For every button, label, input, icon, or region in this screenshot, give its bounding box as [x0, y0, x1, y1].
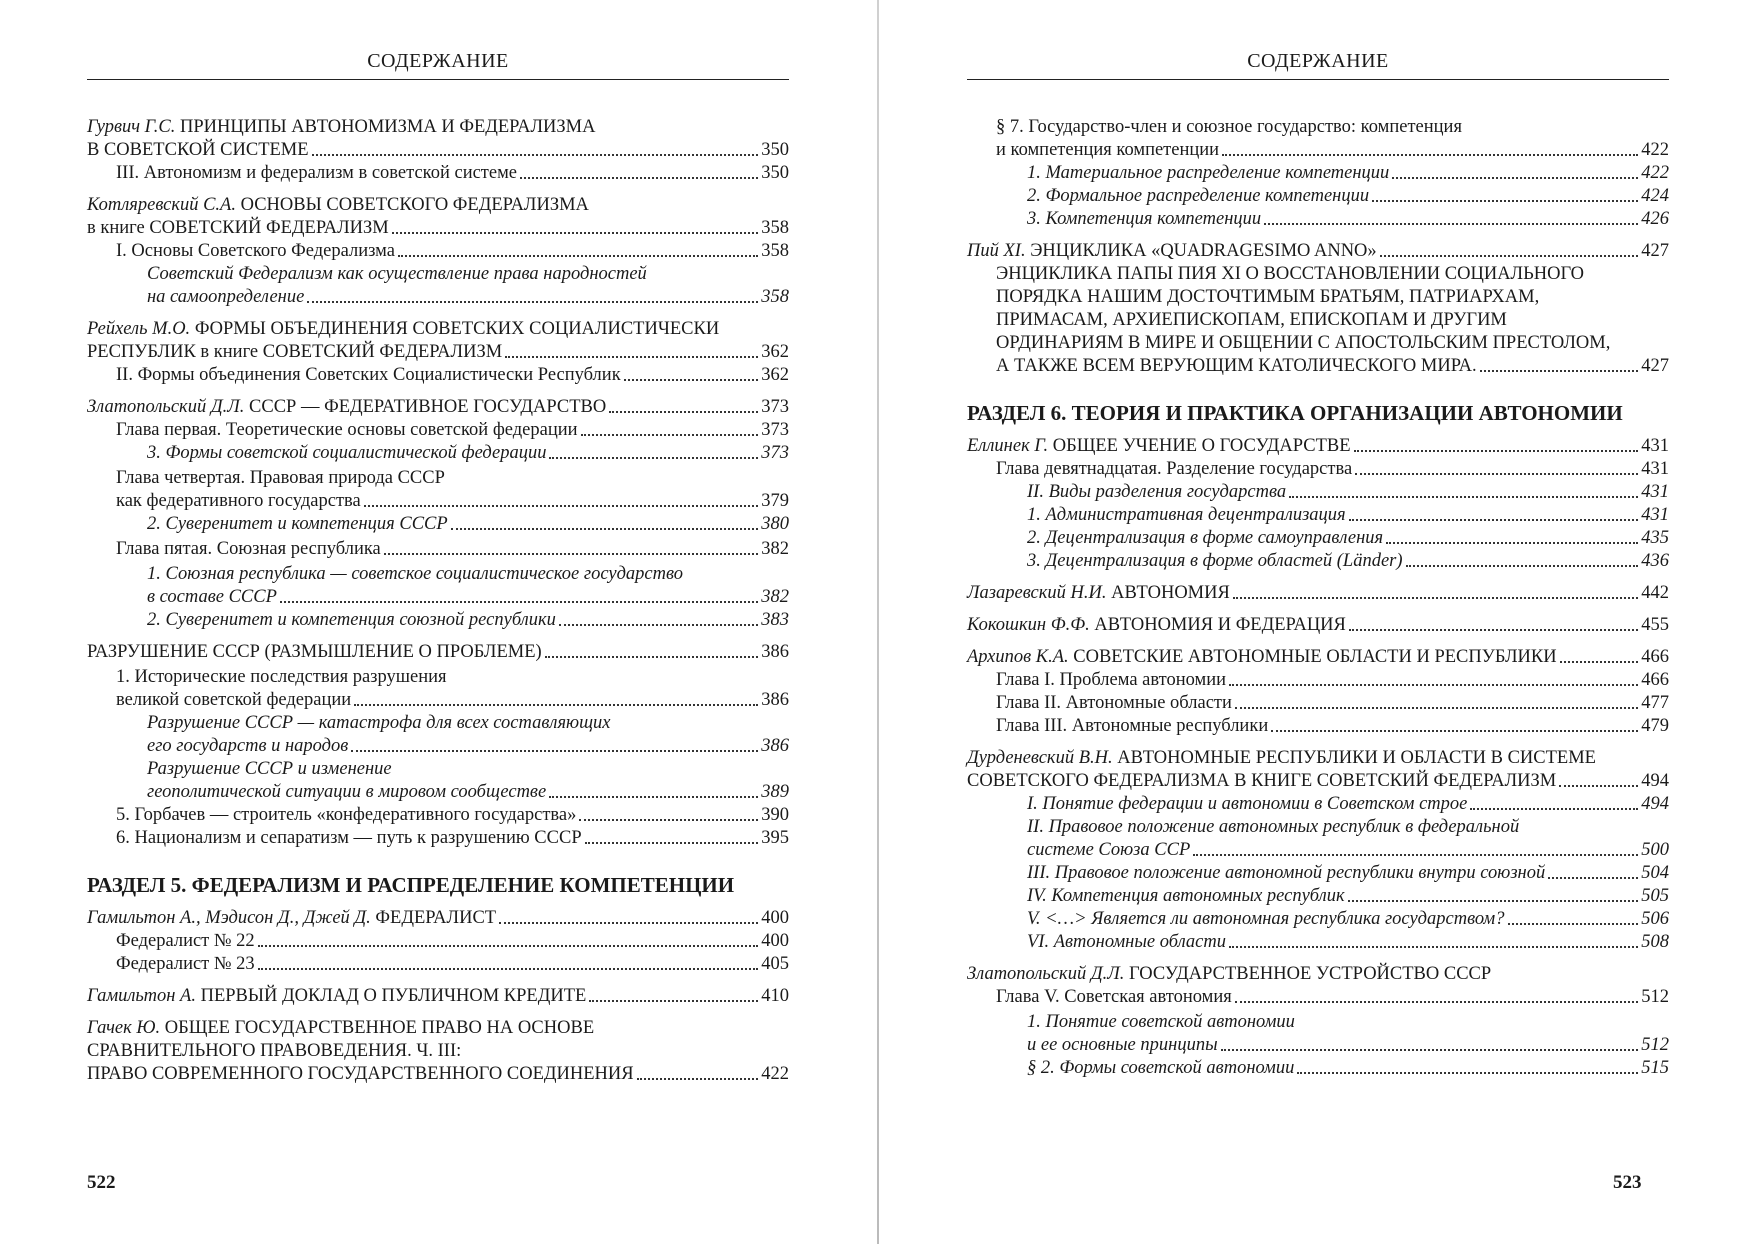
toc-subsubentry: II. Правовое положение автономных республик в федеральной — [1027, 817, 1520, 837]
toc-entry — [967, 747, 1669, 954]
toc-entry — [967, 435, 1669, 573]
page-number: 500 — [1641, 840, 1669, 860]
toc-subentry-cont: великой советской федерации — [116, 690, 352, 710]
toc-subsubentry: § 2. Формы советской автономии — [1027, 1058, 1295, 1078]
page-number: 466 — [1641, 670, 1669, 690]
page-number: 400 — [761, 931, 789, 951]
page-number: 512 — [1641, 1035, 1669, 1055]
toc-author: Пий XI. — [967, 241, 1026, 261]
page-number: 479 — [1641, 716, 1669, 736]
page-number: 427 — [1641, 241, 1669, 261]
toc-subentry: 6. Национализм и сепаратизм — путь к разрушению СССР — [116, 828, 582, 848]
toc-subsubentry: 3. Компетенция компетенции — [1027, 209, 1262, 229]
toc-entry — [967, 646, 1669, 738]
page-number: 455 — [1641, 615, 1669, 635]
toc-entry — [967, 963, 1669, 1080]
toc-subsubentry: 3. Децентрализация в форме областей (Länder) — [1027, 551, 1403, 571]
toc-subsubentry: Разрушение СССР и изменение — [147, 759, 392, 779]
page-number: 395 — [761, 828, 789, 848]
page-number: 405 — [761, 954, 789, 974]
toc-title: ОБЩЕЕ ГОСУДАРСТВЕННОЕ ПРАВО НА ОСНОВЕ — [160, 1018, 595, 1038]
toc-subentry: Глава четвертая. Правовая природа СССР — [116, 468, 445, 488]
page-number: 494 — [1641, 794, 1669, 814]
toc-subentry: Глава III. Автономные республики — [996, 716, 1269, 736]
page-number: 494 — [1641, 771, 1669, 791]
toc-title-cont: в книге СОВЕТСКИЙ ФЕДЕРАЛИЗМ — [87, 218, 389, 238]
toc-title: СОВЕТСКИЕ АВТОНОМНЫЕ ОБЛАСТИ И РЕСПУБЛИКИ — [1068, 647, 1557, 667]
toc-author: Дурденевский В.Н. — [967, 748, 1113, 768]
toc-author: Котляревский С.А. — [87, 195, 236, 215]
toc-subentry: Глава первая. Теоретические основы советской федерации — [116, 420, 578, 440]
page-number: 373 — [761, 397, 789, 417]
toc-subentry: III. Автономизм и федерализм в советской системе — [116, 163, 518, 183]
toc-subentry-cont: ПОРЯДКА НАШИМ ДОСТОЧТИМЫМ БРАТЬЯМ, ПАТРИАРХАМ, — [996, 287, 1540, 307]
toc-left — [87, 116, 789, 1086]
toc-subentry-cont: и компетенция компетенции — [996, 140, 1220, 160]
toc-title: ФЕДЕРАЛИСТ — [370, 908, 497, 928]
toc-subsubentry: III. Правовое положение автономной республики внутри союзной — [1027, 863, 1546, 883]
toc-subsubentry: VI. Автономные области — [1027, 932, 1226, 952]
toc-subentry-cont: как федеративного государства — [116, 491, 361, 511]
toc-subsubentry: Разрушение СССР — катастрофа для всех составляющих — [147, 713, 611, 733]
toc-subsubentry: 1. Административная децентрализация — [1027, 505, 1346, 525]
toc-entry — [967, 116, 1669, 231]
page-number: 422 — [1641, 140, 1669, 160]
section-heading: РАЗДЕЛ 6. ТЕОРИЯ И ПРАКТИКА ОРГАНИЗАЦИИ АВТОНОМИИ — [967, 401, 1623, 425]
page-number: 358 — [761, 218, 789, 238]
toc-title-cont: СОВЕТСКОГО ФЕДЕРАЛИЗМА В КНИГЕ СОВЕТСКИЙ ФЕДЕРАЛИЗМ — [967, 771, 1557, 791]
toc-entry — [87, 641, 789, 850]
page-number: 379 — [761, 491, 789, 511]
toc-subsubentry-cont: на самоопределение — [147, 287, 305, 307]
toc-subentry: ЭНЦИКЛИКА ПАПЫ ПИЯ XI О ВОССТАНОВЛЕНИИ СОЦИАЛЬНОГО — [996, 264, 1585, 284]
toc-author: Лазаревский Н.И. — [967, 583, 1107, 603]
toc-entry — [967, 582, 1669, 605]
toc-entry — [967, 240, 1669, 378]
page-number: 410 — [761, 986, 789, 1006]
page-number: 477 — [1641, 693, 1669, 713]
toc-subentry-cont: А ТАКЖЕ ВСЕМ ВЕРУЮЩИМ КАТОЛИЧЕСКОГО МИРА. — [996, 356, 1477, 376]
toc-title: РАЗРУШЕНИЕ СССР (РАЗМЫШЛЕНИЕ О ПРОБЛЕМЕ) — [87, 642, 542, 662]
page-number: 386 — [761, 690, 789, 710]
page-number: 435 — [1641, 528, 1669, 548]
toc-subsubentry: II. Виды разделения государства — [1027, 482, 1287, 502]
folio-page-number: 523 — [1613, 1172, 1642, 1193]
toc-subentry: 5. Горбачев — строитель «конфедеративного государства» — [116, 805, 577, 825]
toc-title-cont: СРАВНИТЕЛЬНОГО ПРАВОВЕДЕНИЯ. Ч. III: — [87, 1041, 462, 1061]
page-number: 358 — [761, 287, 789, 307]
toc-subsubentry: 2. Суверенитет и компетенция СССР — [147, 514, 448, 534]
page-number: 400 — [761, 908, 789, 928]
page-number: 383 — [761, 610, 789, 630]
page-number: 505 — [1641, 886, 1669, 906]
toc-author: Архипов К.А. — [967, 647, 1069, 667]
toc-subentry: I. Основы Советского Федерализма — [116, 241, 395, 261]
running-head: СОДЕРЖАНИЕ — [967, 50, 1669, 80]
toc-subsubentry: IV. Компетенция автономных республик — [1027, 886, 1345, 906]
toc-entry — [87, 985, 789, 1008]
toc-title: ОСНОВЫ СОВЕТСКОГО ФЕДЕРАЛИЗМА — [236, 195, 589, 215]
toc-subsubentry-cont: в составе СССР — [147, 587, 277, 607]
toc-author: Рейхель М.О. — [87, 319, 191, 339]
page-number: 506 — [1641, 909, 1669, 929]
page-number: 382 — [761, 539, 789, 559]
toc-subsubentry-cont: системе Союза ССР — [1027, 840, 1191, 860]
toc-entry — [87, 396, 789, 632]
toc-entry — [87, 1017, 789, 1086]
toc-subsubentry: I. Понятие федерации и автономии в Советском строе — [1027, 794, 1468, 814]
page-number: 390 — [761, 805, 789, 825]
toc-title-cont: РЕСПУБЛИК в книге СОВЕТСКИЙ ФЕДЕРАЛИЗМ — [87, 342, 503, 362]
toc-author: Гамильтон А., Мэдисон Д., Джей Д. — [87, 908, 371, 928]
toc-subentry: II. Формы объединения Советских Социалистически Республик — [116, 365, 621, 385]
toc-author: Гурвич Г.С. — [87, 117, 176, 137]
section-heading: РАЗДЕЛ 5. ФЕДЕРАЛИЗМ И РАСПРЕДЕЛЕНИЕ КОМПЕТЕНЦИИ — [87, 873, 735, 897]
page-number: 422 — [1641, 163, 1669, 183]
page-number: 512 — [1641, 987, 1669, 1007]
page-number: 515 — [1641, 1058, 1669, 1078]
toc-subsubentry-cont: геополитической ситуации в мировом сообществе — [147, 782, 547, 802]
page-number: 362 — [761, 365, 789, 385]
toc-subentry: Глава пятая. Союзная республика — [116, 539, 381, 559]
toc-entry — [967, 614, 1669, 637]
toc-author: Гамильтон А. — [87, 986, 196, 1006]
page-number: 386 — [761, 736, 789, 756]
toc-title: ПЕРВЫЙ ДОКЛАД О ПУБЛИЧНОМ КРЕДИТЕ — [195, 986, 587, 1006]
page-number: 358 — [761, 241, 789, 261]
toc-title: АВТОНОМИЯ — [1106, 583, 1230, 603]
toc-entry — [87, 194, 789, 309]
toc-title: АВТОНОМИЯ И ФЕДЕРАЦИЯ — [1089, 615, 1346, 635]
page-number: 431 — [1641, 459, 1669, 479]
toc-author: Кокошкин Ф.Ф. — [967, 615, 1090, 635]
toc-title-cont: ПРАВО СОВРЕМЕННОГО ГОСУДАРСТВЕННОГО СОЕДИНЕНИЯ — [87, 1064, 634, 1084]
right-page — [878, 0, 1756, 1244]
toc-subentry: 1. Исторические последствия разрушения — [116, 667, 447, 687]
page-number: 350 — [761, 163, 789, 183]
page-number: 436 — [1641, 551, 1669, 571]
toc-author: Еллинек Г. — [967, 436, 1049, 456]
page-number: 508 — [1641, 932, 1669, 952]
toc-subentry: Глава V. Советская автономия — [996, 987, 1232, 1007]
toc-subentry: Федералист № 22 — [116, 931, 255, 951]
toc-title: ОБЩЕЕ УЧЕНИЕ О ГОСУДАРСТВЕ — [1048, 436, 1351, 456]
toc-title-cont: В СОВЕТСКОЙ СИСТЕМЕ — [87, 140, 309, 160]
folio-page-number: 522 — [87, 1172, 116, 1193]
toc-subentry: § 7. Государство-член и союзное государство: компетенция — [996, 117, 1462, 137]
toc-subsubentry-cont: его государств и народов — [147, 736, 349, 756]
toc-entry — [87, 907, 789, 976]
toc-subsubentry: 2. Формальное распределение компетенции — [1027, 186, 1370, 206]
toc-subentry: Федералист № 23 — [116, 954, 255, 974]
toc-subsubentry: Советский Федерализм как осуществление права народностей — [147, 264, 647, 284]
toc-subentry: Глава I. Проблема автономии — [996, 670, 1227, 690]
toc-title: ПРИНЦИПЫ АВТОНОМИЗМА И ФЕДЕРАЛИЗМА — [175, 117, 596, 137]
page-number: 424 — [1641, 186, 1669, 206]
running-head: СОДЕРЖАНИЕ — [87, 50, 789, 80]
page-number: 382 — [761, 587, 789, 607]
page-number: 350 — [761, 140, 789, 160]
toc-subentry-cont: ПРИМАСАМ, АРХИЕПИСКОПАМ, ЕПИСКОПАМ И ДРУГИМ — [996, 310, 1507, 330]
page-number: 431 — [1641, 436, 1669, 456]
toc-subsubentry: V. <…> Является ли автономная республика государством? — [1027, 909, 1505, 929]
toc-subsubentry: 1. Понятие советской автономии — [1027, 1012, 1295, 1032]
book-gutter — [877, 0, 879, 1244]
toc-title: АВТОНОМНЫЕ РЕСПУБЛИКИ И ОБЛАСТИ В СИСТЕМЕ — [1112, 748, 1596, 768]
toc-right — [967, 116, 1669, 1080]
toc-subentry-cont: ОРДИНАРИЯМ В МИРЕ И ОБЩЕНИИ С АПОСТОЛЬСКИМ ПРЕСТОЛОМ, — [996, 333, 1611, 353]
toc-title: СССР — ФЕДЕРАТИВНОЕ ГОСУДАРСТВО — [244, 397, 607, 417]
toc-entry — [87, 318, 789, 387]
page-number: 504 — [1641, 863, 1669, 883]
toc-subsubentry: 1. Союзная республика — советское социалистическое государство — [147, 564, 684, 584]
page-number: 442 — [1641, 583, 1669, 603]
toc-author: Златопольский Д.Л. — [967, 964, 1125, 984]
page-number: 373 — [761, 443, 789, 463]
toc-subentry: Глава девятнадцатая. Разделение государства — [996, 459, 1353, 479]
toc-entry — [87, 116, 789, 185]
toc-subsubentry: 2. Децентрализация в форме самоуправления — [1027, 528, 1384, 548]
toc-subsubentry-cont: и ее основные принципы — [1027, 1035, 1218, 1055]
page-number: 426 — [1641, 209, 1669, 229]
page-number: 362 — [761, 342, 789, 362]
page-number: 466 — [1641, 647, 1669, 667]
page-number: 373 — [761, 420, 789, 440]
toc-subsubentry: 3. Формы советской социалистической федерации — [147, 443, 547, 463]
page-number: 427 — [1641, 356, 1669, 376]
toc-author: Гачек Ю. — [87, 1018, 161, 1038]
toc-subsubentry: 2. Суверенитет и компетенция союзной республики — [147, 610, 556, 630]
toc-title: ГОСУДАРСТВЕННОЕ УСТРОЙСТВО СССР — [1124, 964, 1492, 984]
toc-title: ЭНЦИКЛИКА «QUADRAGESIMO ANNO» — [1025, 241, 1377, 261]
toc-title: ФОРМЫ ОБЪЕДИНЕНИЯ СОВЕТСКИХ СОЦИАЛИСТИЧЕСКИ — [190, 319, 720, 339]
page-number: 431 — [1641, 505, 1669, 525]
page-number: 380 — [761, 514, 789, 534]
page-number: 422 — [761, 1064, 789, 1084]
toc-subsubentry: 1. Материальное распределение компетенции — [1027, 163, 1390, 183]
page-number: 386 — [761, 642, 789, 662]
page-number: 389 — [761, 782, 789, 802]
toc-author: Златопольский Д.Л. — [87, 397, 245, 417]
toc-subentry: Глава II. Автономные области — [996, 693, 1232, 713]
page-number: 431 — [1641, 482, 1669, 502]
